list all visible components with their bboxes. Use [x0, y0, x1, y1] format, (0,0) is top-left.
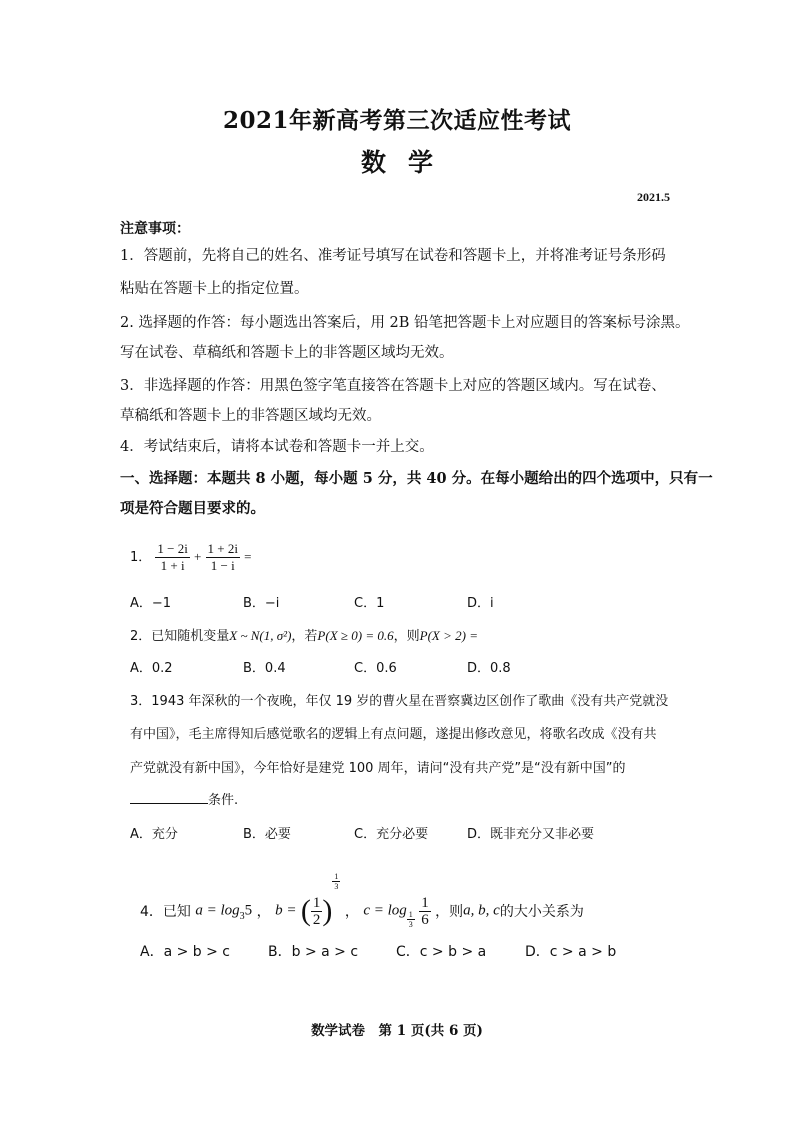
q1-option-d: D．i: [467, 596, 494, 611]
q2-option-a: A．0.2: [130, 661, 173, 676]
q1-number: 1．: [130, 550, 152, 565]
notice-line: 草稿纸和答题卡上的非答题区域均无效。: [120, 408, 381, 424]
page-footer: 数学试卷 第 1 页(共 6 页): [311, 1023, 483, 1039]
question-1: 1． $\frac{1 - 2i}{1 + i}$ + $\frac{1 + 2i}{1 - i}$ =: [130, 541, 252, 573]
q4-c-base: $\frac{1}{3}$: [408, 910, 413, 929]
question-3-line: 有中国》，毛主席得知后感觉歌名的逻辑上有点问题，遂提出修改意见，将歌名改成《没有共: [130, 727, 657, 742]
q4-option-d: D．c > a > b: [525, 944, 617, 960]
question-3-line: 3．1943 年深秋的一个夜晚，年仅 19 岁的曹火星在晋察冀边区创作了歌曲《没有共产党就没: [130, 694, 669, 709]
q3-option-d: D．既非充分又非必要: [467, 827, 595, 842]
q4-option-c: C．c > b > a: [396, 944, 487, 960]
notice-line: 写在试卷、草稿纸和答题卡上的非答题区域均无效。: [120, 345, 454, 361]
question-3-tail: 条件.: [130, 789, 238, 808]
notice-line: 1．答题前，先将自己的姓名、准考证号填写在试卷和答题卡上，并将准考证号条形码: [120, 248, 666, 264]
question-3-line: 产党就没有新中国》，今年恰好是建党 100 周年，请问“没有共产党”是“没有新中国”的: [130, 761, 626, 776]
answer-blank: [130, 791, 208, 804]
exam-date: 2021.5: [637, 190, 670, 204]
q3-option-c: C．充分必要: [354, 827, 429, 842]
notice-line: 3．非选择题的作答：用黑色签字笔直接答在答题卡上对应的答题区域内。写在试卷、: [120, 378, 666, 394]
q4-option-b: B．b > a > c: [268, 944, 359, 960]
exam-subject: 数学: [360, 148, 455, 177]
q1-option-a: A．−1: [130, 596, 172, 611]
q2-option-c: C．0.6: [354, 661, 397, 676]
section-heading-cont: 项是符合题目要求的。: [120, 500, 265, 517]
q3-option-a: A．充分: [130, 827, 178, 842]
notice-title: 注意事项：: [120, 221, 190, 237]
q2-option-d: D．0.8: [467, 661, 511, 676]
q3-option-b: B．必要: [243, 827, 291, 842]
q4-b-exponent: $\frac{1}{3}$: [334, 872, 339, 891]
section-heading: 一、选择题：本题共 8 小题，每小题 5 分，共 40 分。在每小题给出的四个选项中，只有一: [120, 470, 713, 487]
q4-option-a: A．a > b > c: [140, 944, 231, 960]
q4-b-fraction: $\frac{1}{2}$: [312, 894, 321, 928]
exam-title: 2021年新高考第三次适应性考试: [222, 107, 571, 134]
notice-line: 粘贴在答题卡上的指定位置。: [120, 281, 309, 297]
question-4: 4．已知 $a = \log_35$ ， b = ( $\frac{1}{2}$ ) $\frac{1}{3}$ ， c = log $\frac{1}{3}$ $\frac{1}{6}$ ，则a, b, c的大小关系为: [140, 872, 584, 929]
notice-line: 4．考试结束后，请将本试卷和答题卡一并上交。: [120, 439, 434, 455]
q2-option-b: B．0.4: [243, 661, 286, 676]
notice-line: 2. 选择题的作答：每小题选出答案后，用 2B 铅笔把答题卡上对应题目的答案标号涂黑。: [120, 315, 690, 331]
question-2: 2．已知随机变量X ~ N(1, σ²)，若P(X ≥ 0) = 0.6，则P(X > 2) =: [130, 628, 478, 644]
q1-option-b: B．−i: [243, 596, 280, 611]
q4-c-fraction: $\frac{1}{6}$: [421, 894, 429, 928]
q1-fraction-2: $\frac{1 + 2i}{1 - i}$: [207, 541, 238, 573]
q1-fraction-1: $\frac{1 - 2i}{1 + i}$: [157, 541, 188, 573]
q1-option-c: C．1: [354, 596, 385, 611]
